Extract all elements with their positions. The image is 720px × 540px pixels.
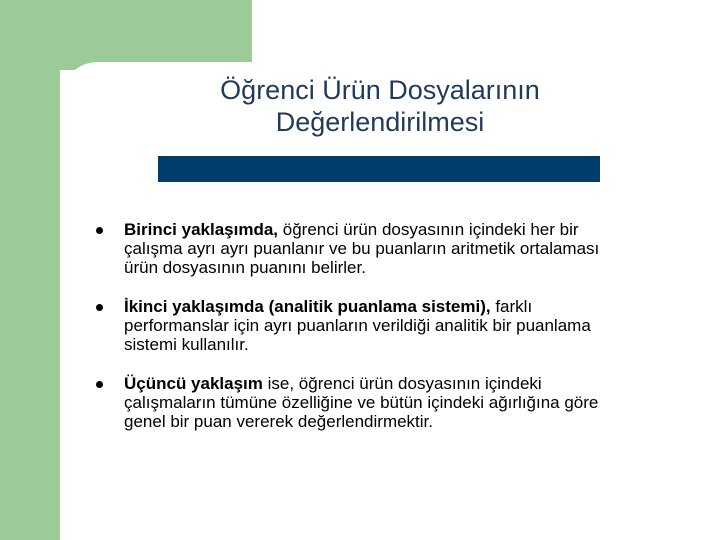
bullet-bold: Üçüncü yaklaşım [124, 374, 263, 393]
bullet-bold: İkinci yaklaşımda (analitik puanlama sistemi), [124, 297, 491, 316]
bullet-bold: Birinci yaklaşımda, [124, 220, 279, 239]
bullet-dot-icon [96, 227, 103, 234]
bullet-text: ise, öğrenci ürün dosyasının içindeki çalışmaların tümüne özelliğine ve bütün içindeki ağırlığına göre genel bir puan vererek değerlendirmektir. [124, 374, 599, 431]
bullet-dot-icon [96, 381, 103, 388]
green-side-bar [0, 0, 60, 540]
bullet-list [96, 220, 636, 431]
title-line-1: Öğrenci Ürün Dosyalarının [220, 75, 540, 105]
divider-bar [158, 156, 600, 182]
bullet-item [96, 297, 636, 354]
green-top-block [0, 0, 252, 70]
slide-title [120, 74, 640, 138]
title-line-2: Değerlendirilmesi [275, 107, 485, 137]
bullet-text: farklı performanslar için ayrı puanların verildiği analitik bir puanlama sistemi kullanılır. [124, 297, 591, 354]
bullet-item [96, 220, 636, 277]
bullet-text: öğrenci ürün dosyasının içindeki her bir çalışma ayrı ayrı puanlanır ve bu puanların aritmetik ortalaması ürün dosyasının puanını belirler. [124, 220, 600, 277]
bullet-dot-icon [96, 304, 103, 311]
bullet-item [96, 374, 636, 431]
